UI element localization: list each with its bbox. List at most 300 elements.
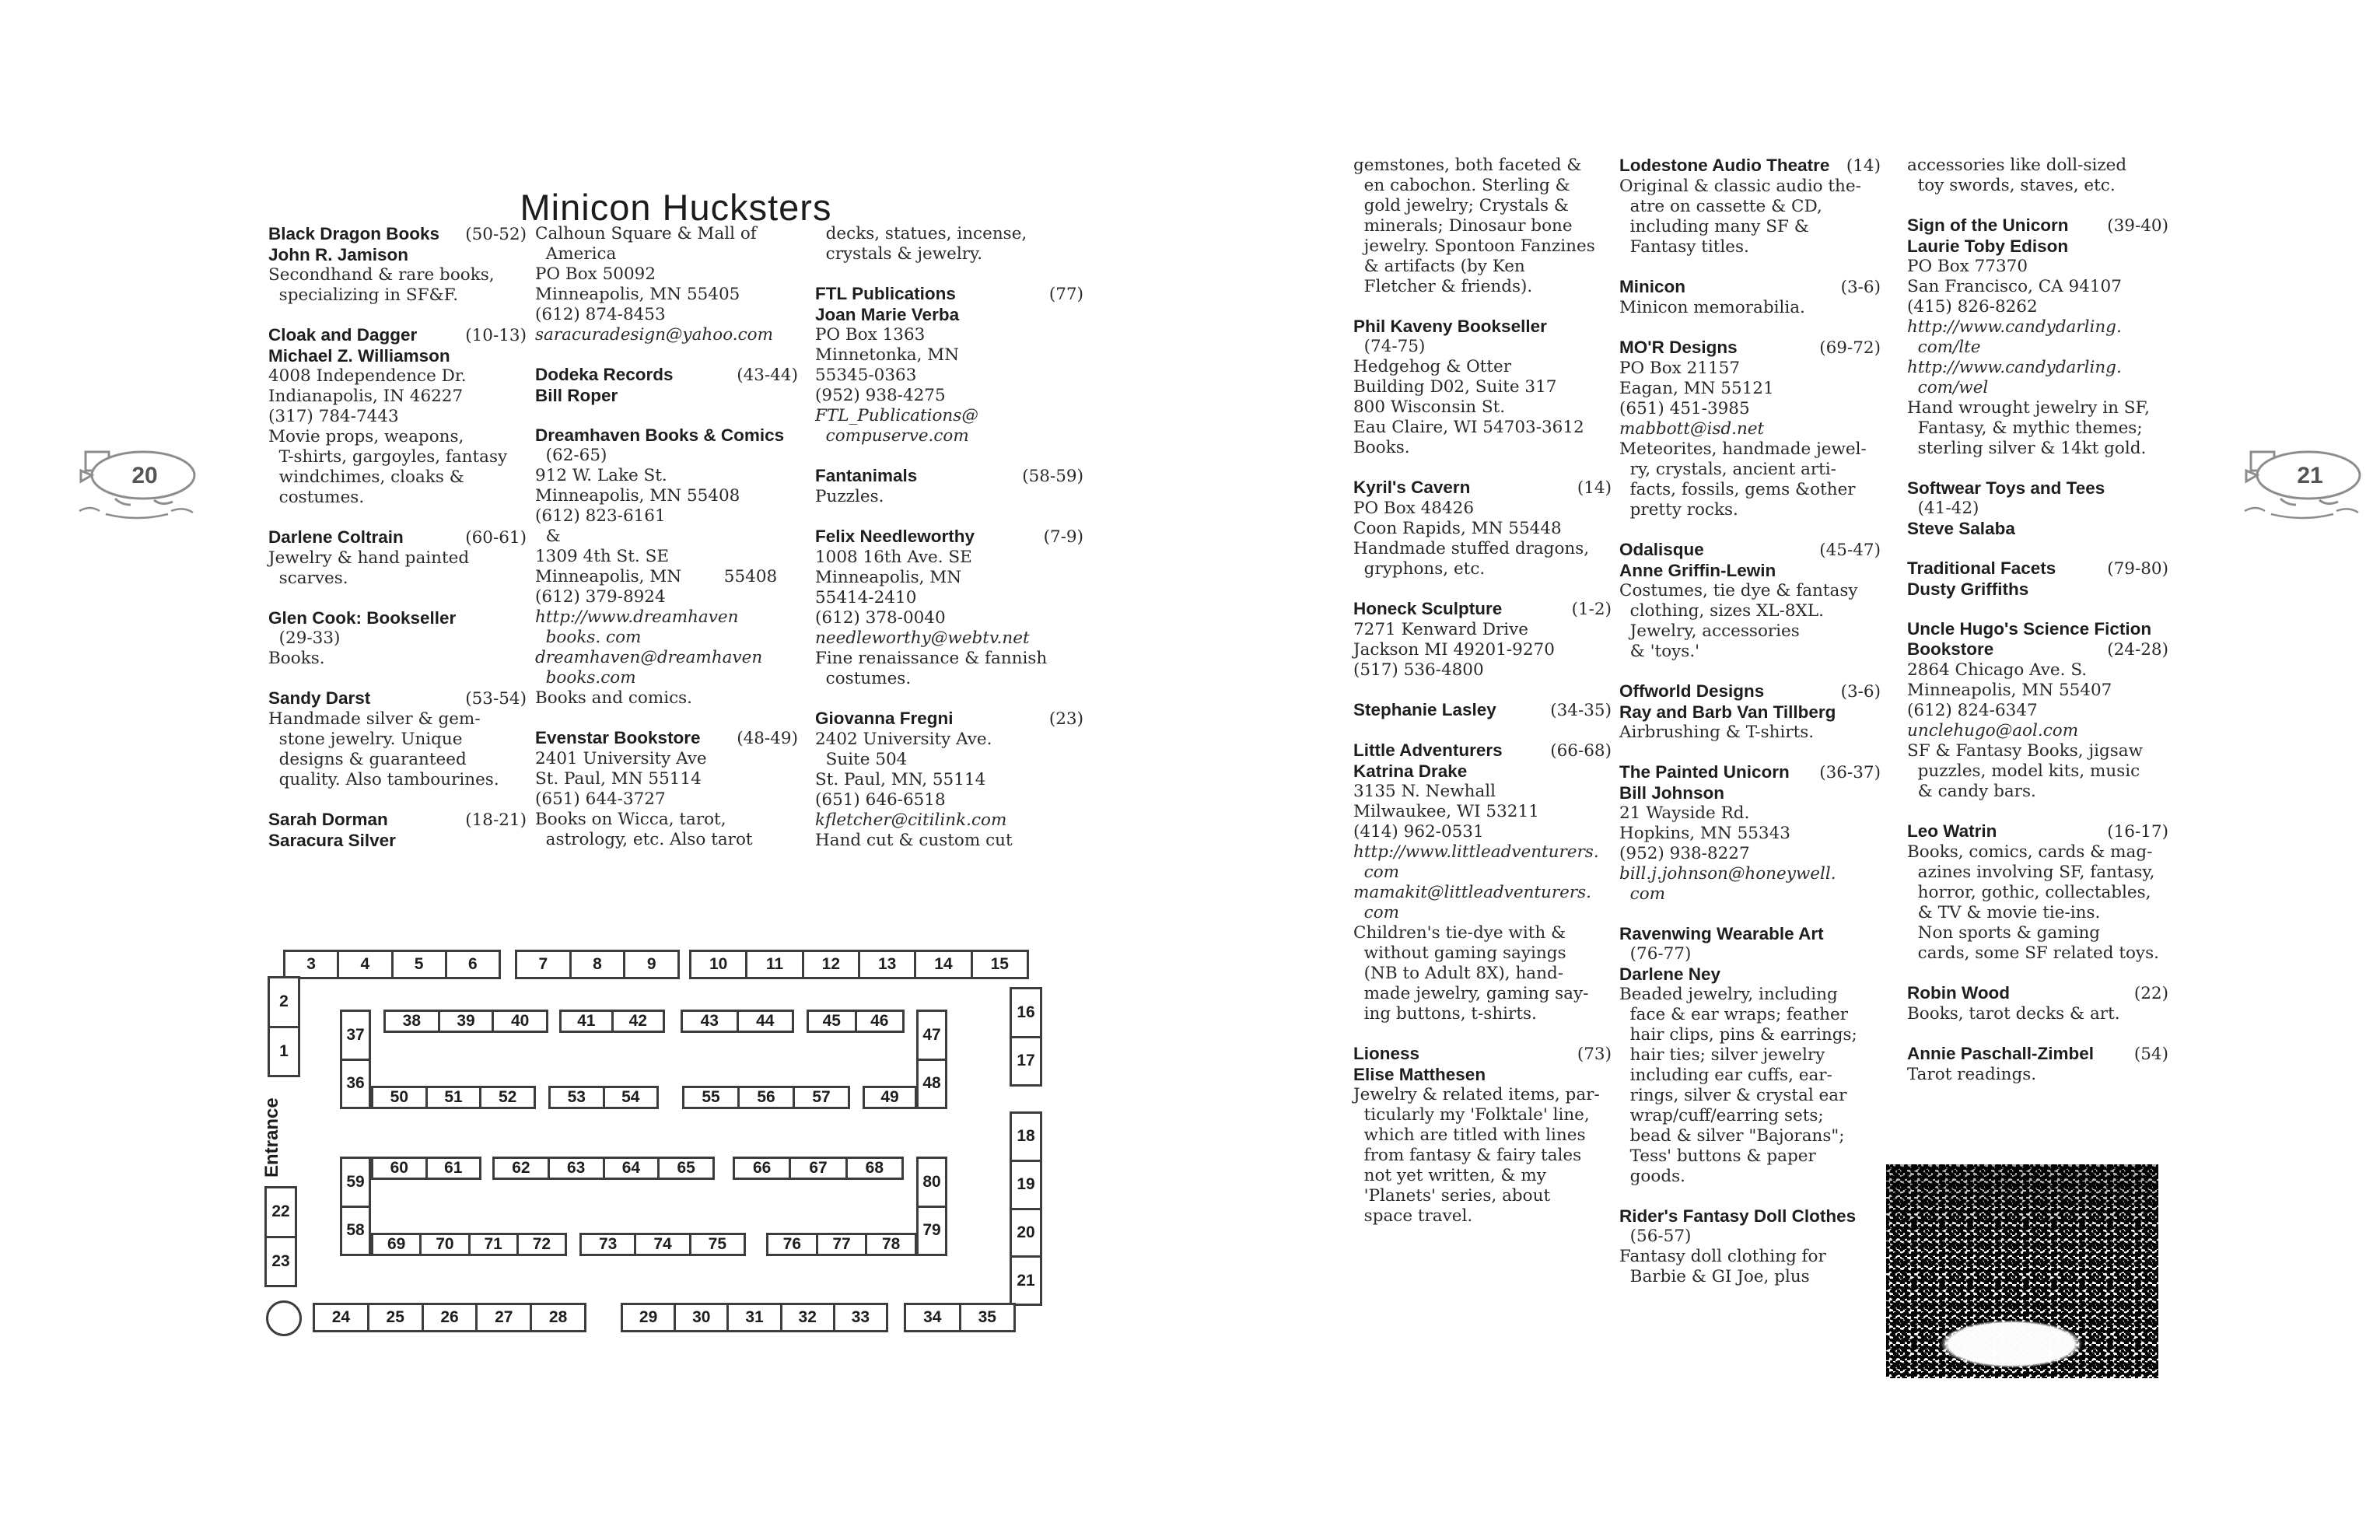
listing-line: gold jewelry; Crystals & xyxy=(1353,196,1569,215)
booth-cell: 80 xyxy=(922,1172,941,1191)
vendor-header xyxy=(1619,681,1881,702)
listing-line: facts, fossils, gems &other xyxy=(1619,480,1856,499)
vendor-header xyxy=(1619,540,1881,561)
booth-cell: 10 xyxy=(709,955,728,973)
listing-line: (NB to Adult 8X), hand- xyxy=(1353,964,1563,983)
booth-number: (1-2) xyxy=(1571,600,1612,619)
listing-line: ing buttons, t-shirts. xyxy=(1353,1004,1537,1024)
booth-cell: 51 xyxy=(425,1088,480,1107)
vendor-name: Glen Cook: Bookseller xyxy=(268,608,457,628)
listing-line: Hopkins, MN 55343 xyxy=(1619,824,1790,843)
listing-line: space travel. xyxy=(1353,1206,1473,1226)
listing-line: goods. xyxy=(1619,1167,1685,1186)
booth-number: (3-6) xyxy=(1840,278,1881,297)
listing-line: Minicon memorabilia. xyxy=(1619,298,1805,317)
listing-line: gemstones, both faceted & xyxy=(1353,156,1582,175)
booth-number: (34-35) xyxy=(1550,701,1612,720)
listing-line: (651) 644-3727 xyxy=(535,789,666,809)
booth-cell: 24 xyxy=(331,1308,351,1326)
booth-cell: 45 xyxy=(822,1012,841,1030)
listing-line: 3135 N. Newhall xyxy=(1353,782,1496,801)
booth-number: (53-54) xyxy=(465,689,527,709)
listing-line: 2864 Chicago Ave. S. xyxy=(1907,660,2088,680)
listing-line: Original & classic audio the- xyxy=(1619,177,1861,196)
listing-line: accessories like doll-sized xyxy=(1907,156,2127,175)
listing-line: Bill Roper xyxy=(535,386,618,405)
booth-cell: 72 xyxy=(516,1235,565,1254)
vendor-header xyxy=(1907,619,2168,639)
listing-line: Airbrushing & T-shirts. xyxy=(1619,723,1815,742)
vendor-entry xyxy=(1353,156,1612,297)
vendor-name: Uncle Hugo's Science Fiction xyxy=(1907,619,2152,639)
listing-line: designs & guaranteed xyxy=(268,750,467,769)
vendor-name: Phil Kaveny Bookseller xyxy=(1353,317,1547,336)
booth-cell: 22 xyxy=(271,1202,290,1221)
booth-number: (77) xyxy=(1048,285,1083,304)
vendor-entry xyxy=(1619,338,1881,520)
listing-line: 912 W. Lake St. xyxy=(535,466,667,485)
listing-column xyxy=(268,224,527,870)
vendor-entry xyxy=(268,608,527,669)
booth-cell: 20 xyxy=(1012,1208,1040,1256)
page-number-left: 20 xyxy=(131,463,158,488)
booth-cell: 7 xyxy=(538,955,548,973)
listing-line: Saracura Silver xyxy=(268,831,396,850)
listing-line: Jackson MI 49201-9270 xyxy=(1353,640,1555,660)
listing-line: Costumes, tie dye & fantasy xyxy=(1619,581,1858,600)
booth-cell: 15 xyxy=(971,952,1027,977)
vendor-entry xyxy=(268,810,527,851)
listing-line: 1008 16th Ave. SE xyxy=(815,548,972,567)
listing-line: Meteorites, handmade jewel- xyxy=(1619,439,1867,459)
booth-cell: 4 xyxy=(337,952,390,977)
listing-line: en cabochon. Sterling & xyxy=(1353,176,1570,195)
listing-line: Books, tarot decks & art. xyxy=(1907,1004,2120,1024)
booth-cell: 49 xyxy=(880,1088,899,1106)
vendor-header xyxy=(1619,762,1881,783)
listing-line: 2402 University Ave. xyxy=(815,730,992,749)
listing-line: compuserve.com xyxy=(815,426,969,446)
listing-line: Dusty Griffiths xyxy=(1907,579,2029,599)
booth-cell: 29 xyxy=(639,1308,658,1326)
booth-cell: 57 xyxy=(793,1088,848,1107)
booth-cell: 63 xyxy=(548,1159,603,1178)
listing-line: specializing in SF&F. xyxy=(268,285,459,305)
vendor-entry xyxy=(1907,558,2168,600)
listing-line: Minneapolis, MN 55408 xyxy=(535,486,740,506)
booth-cell: 5 xyxy=(391,952,445,977)
vendor-header xyxy=(1353,1044,1612,1065)
vendor-header xyxy=(1907,478,2168,499)
listing-line: T-shirts, gargoyles, fantasy xyxy=(268,447,508,467)
vendor-entry xyxy=(1907,478,2168,539)
listing-line: Fantasy, & mythic themes; xyxy=(1907,418,2143,438)
vendor-name: Evenstar Bookstore xyxy=(535,728,701,747)
booth-strip xyxy=(268,976,300,1077)
vendor-header xyxy=(1619,156,1881,177)
booth-number: (39-40) xyxy=(2107,216,2168,236)
booth-cell: 71 xyxy=(468,1235,516,1254)
listing-line: com xyxy=(1353,903,1400,922)
booth-cell: 60 xyxy=(390,1159,408,1177)
vendor-header xyxy=(535,365,798,386)
listing-line: quality. Also tambourines. xyxy=(268,770,499,789)
vendor-entry xyxy=(1619,540,1881,662)
booth-cell: 77 xyxy=(816,1235,866,1254)
booth-number: (69-72) xyxy=(1819,338,1881,358)
booth-number: (73) xyxy=(1577,1045,1612,1064)
listing-line: (415) 826-8262 xyxy=(1907,297,2038,317)
listing-line: face & ear wraps; feather xyxy=(1619,1005,1849,1024)
listing-line: Darlene Ney xyxy=(1619,964,1721,984)
vendor-name: Felix Needleworthy xyxy=(815,527,975,546)
listing-line: & candy bars. xyxy=(1907,782,2036,801)
booth-strip xyxy=(621,1303,888,1332)
listing-line: San Francisco, CA 94107 xyxy=(1907,277,2122,296)
listing-line: atre on cassette & CD, xyxy=(1619,197,1822,216)
booth-number: (50-52) xyxy=(465,225,527,244)
booth-cell: 53 xyxy=(567,1088,586,1106)
listing-line: (317) 784-7443 xyxy=(268,407,399,426)
listing-line: (651) 646-6518 xyxy=(815,790,946,810)
booth-strip xyxy=(682,1086,850,1109)
vendor-entry xyxy=(815,466,1083,507)
listing-column xyxy=(535,224,798,870)
listing-line: Fine renaissance & fannish xyxy=(815,649,1048,668)
booth-cell: 62 xyxy=(512,1159,530,1177)
booth-cell: 3 xyxy=(306,955,316,973)
booth-strip xyxy=(492,1157,715,1180)
listing-line: which are titled with lines xyxy=(1353,1125,1586,1145)
booth-cell: 1 xyxy=(270,1026,298,1076)
entrance-label: Entrance xyxy=(261,1097,282,1178)
booth-number: (7-9) xyxy=(1043,527,1083,547)
vendor-entry xyxy=(1353,1044,1612,1227)
listing-column xyxy=(1907,156,2168,1104)
listing-line: Puzzles. xyxy=(815,487,884,506)
listing-line: puzzles, model kits, music xyxy=(1907,761,2140,781)
listing-line: PO Box 48426 xyxy=(1353,499,1475,518)
booth-number: (10-13) xyxy=(465,326,527,345)
booth-number: (23) xyxy=(1048,709,1083,729)
vendor-name: Traditional Facets xyxy=(1907,558,2056,578)
booth-cell: 18 xyxy=(1017,1127,1035,1146)
booth-cell: 9 xyxy=(623,952,677,977)
listing-line: minerals; Dinosaur bone xyxy=(1353,216,1573,236)
vendor-entry xyxy=(1907,156,2168,196)
booth-strip xyxy=(689,950,1029,979)
listing-line: St. Paul, MN 55114 xyxy=(535,769,702,789)
listing-line: http://www.candydarling. xyxy=(1907,317,2122,337)
listing-line: com/lte xyxy=(1907,338,1981,357)
booth-strip xyxy=(283,950,501,979)
listing-line: http://www.candydarling. xyxy=(1907,358,2122,377)
booth-cell: 31 xyxy=(726,1305,779,1330)
vendor-name: Stephanie Lasley xyxy=(1353,700,1496,719)
listing-line: costumes. xyxy=(268,488,365,507)
listing-line: Minneapolis, MN 55405 xyxy=(535,285,740,304)
vendor-entry xyxy=(1619,762,1881,905)
booth-cell: 73 xyxy=(598,1235,618,1253)
listing-line: Beaded jewelry, including xyxy=(1619,985,1838,1004)
listing-line: decks, statues, incense, xyxy=(815,224,1027,243)
vendor-name: FTL Publications xyxy=(815,284,956,303)
vendor-entry xyxy=(1907,821,2168,964)
listing-line: (612) 379-8924 xyxy=(535,587,666,607)
booth-cell: 23 xyxy=(267,1236,295,1286)
listing-line: 55345-0363 xyxy=(815,366,917,385)
listing-line: bill.j.johnson@honeywell. xyxy=(1619,864,1836,884)
booth-strip xyxy=(559,1010,665,1033)
listing-line: Books. xyxy=(1353,438,1410,457)
booth-cell: 26 xyxy=(422,1305,476,1330)
booth-cell: 68 xyxy=(845,1159,901,1178)
vendor-name: Dodeka Records xyxy=(535,365,674,384)
listing-line: cards, some SF related toys. xyxy=(1907,943,2159,963)
listing-line: Books and comics. xyxy=(535,688,693,708)
listing-line: scarves. xyxy=(268,569,348,588)
page-badge-blimp-right xyxy=(2234,439,2374,525)
booth-number: (16-17) xyxy=(2107,822,2168,842)
booth-cell: 75 xyxy=(689,1235,744,1254)
vendor-name: Dreamhaven Books & Comics xyxy=(535,425,785,445)
listing-line: Hand cut & custom cut xyxy=(815,831,1013,850)
booth-cell: 12 xyxy=(802,952,858,977)
booth-cell: 11 xyxy=(745,952,801,977)
listing-line: Minneapolis, MN xyxy=(815,568,962,587)
listing-line: Milwaukee, WI 53211 xyxy=(1353,802,1539,821)
vendor-name: Ravenwing Wearable Art xyxy=(1619,924,1824,943)
vendor-entry xyxy=(1353,740,1612,1024)
booth-cell: 33 xyxy=(833,1305,886,1330)
vendor-name: Little Adventurers xyxy=(1353,740,1503,760)
listing-line: rings, silver & crystal ear xyxy=(1619,1086,1847,1105)
listing-line: St. Paul, MN, 55114 xyxy=(815,770,986,789)
vendor-entry xyxy=(268,224,527,306)
listing-line: gryphons, etc. xyxy=(1353,559,1486,579)
listing-line: Steve Salaba xyxy=(1907,519,2015,538)
listing-line: (952) 938-8227 xyxy=(1619,844,1750,863)
booth-number: (79-80) xyxy=(2107,559,2168,579)
vendor-name: Sign of the Unicorn xyxy=(1907,215,2069,235)
vendor-header xyxy=(1619,924,1881,944)
listing-line: made jewelry, gaming say- xyxy=(1353,984,1589,1003)
listing-line: Movie props, weapons, xyxy=(268,427,464,446)
booth-cell: 64 xyxy=(603,1159,658,1178)
vendor-header xyxy=(268,688,527,709)
listing-column xyxy=(815,224,1083,870)
vendor-entry xyxy=(1619,681,1881,743)
booth-cell: 76 xyxy=(782,1235,802,1253)
vendor-entry xyxy=(1353,317,1612,458)
listing-line: (612) 874-8453 xyxy=(535,305,666,324)
booth-cell: 78 xyxy=(865,1235,915,1254)
listing-line: PO Box 1363 xyxy=(815,325,926,345)
listing-line: Books, comics, cards & mag- xyxy=(1907,842,2153,862)
booth-cell: 43 xyxy=(700,1012,719,1030)
listing-line: 7271 Kenward Drive xyxy=(1353,620,1528,639)
listing-line: com/wel xyxy=(1907,378,1989,397)
booth-strip xyxy=(766,1233,917,1256)
booth-strip xyxy=(383,1010,548,1033)
vendor-name: Robin Wood xyxy=(1907,983,2011,1003)
booth-strip xyxy=(863,1086,917,1109)
vendor-header xyxy=(1353,599,1612,620)
booth-number: (45-47) xyxy=(1819,541,1881,560)
booth-strip xyxy=(904,1303,1016,1332)
booth-number: (18-21) xyxy=(465,810,527,830)
vendor-header xyxy=(268,325,527,346)
booth-strip xyxy=(264,1186,297,1287)
listing-line: stone jewelry. Unique xyxy=(268,730,463,749)
booth-number: (54) xyxy=(2133,1045,2168,1064)
booth-cell: 59 xyxy=(346,1172,365,1191)
listing-line: John R. Jamison xyxy=(268,245,409,264)
booth-cell: 44 xyxy=(737,1012,793,1031)
vendor-name: MO'R Designs xyxy=(1619,338,1738,357)
listing-line: Suite 504 xyxy=(815,750,908,769)
booth-number: (43-44) xyxy=(737,366,798,385)
listing-line: Jewelry & hand painted xyxy=(268,548,470,568)
listing-line: ticularly my 'Folktale' line, xyxy=(1353,1105,1590,1125)
listing-line: 1309 4th St. SE xyxy=(535,547,670,566)
listing-line: without gaming sayings xyxy=(1353,943,1566,963)
vendor-entry xyxy=(1907,619,2168,802)
booth-strip xyxy=(548,1086,659,1109)
listing-line: Calhoun Square & Mall of xyxy=(535,224,757,243)
booth-cell: 70 xyxy=(419,1235,467,1254)
booth-cell: 38 xyxy=(402,1012,422,1030)
booth-cell: 6 xyxy=(445,952,499,977)
vendor-entry xyxy=(815,284,1083,446)
map-pillar-circle xyxy=(266,1300,302,1336)
listing-line: (517) 536-4800 xyxy=(1353,660,1484,680)
vendor-header xyxy=(1907,558,2168,579)
booth-cell: 32 xyxy=(780,1305,833,1330)
listing-line: (651) 451-3985 xyxy=(1619,399,1750,418)
listing-line: & artifacts (by Ken xyxy=(1353,257,1525,276)
listing-line: astrology, etc. Also tarot xyxy=(535,830,753,849)
listing-line: 2401 University Ave xyxy=(535,749,707,768)
booth-strip xyxy=(1010,1111,1042,1306)
listing-line: including ear cuffs, ear- xyxy=(1619,1066,1832,1085)
listing-line: (41-42) xyxy=(1907,499,1979,518)
vendor-header xyxy=(815,284,1083,305)
booth-cell: 41 xyxy=(577,1012,596,1030)
vendor-header xyxy=(1353,700,1612,721)
listing-line: crystals & jewelry. xyxy=(815,244,983,264)
vendor-name: Fantanimals xyxy=(815,466,918,485)
vendor-header xyxy=(535,728,798,749)
vendor-header xyxy=(268,527,527,548)
vendor-name: Sandy Darst xyxy=(268,688,371,708)
vendor-header xyxy=(268,608,527,628)
vendor-entry xyxy=(1907,983,2168,1024)
booth-cell: 74 xyxy=(634,1235,688,1254)
listing-line: 21 Wayside Rd. xyxy=(1619,803,1750,823)
listing-line: Jewelry & related items, par- xyxy=(1353,1085,1600,1104)
booth-cell: 30 xyxy=(674,1305,726,1330)
booth-strip xyxy=(807,1010,905,1033)
listing-column xyxy=(1353,156,1612,1246)
listing-line: Fantasy doll clothing for xyxy=(1619,1247,1826,1266)
vendor-name: Minicon xyxy=(1619,277,1685,296)
booth-strip xyxy=(371,1086,536,1109)
listing-line: (612) 823-6161 xyxy=(535,506,666,526)
page-badge-blimp-left xyxy=(68,439,208,525)
vendor-entry xyxy=(535,728,798,850)
booth-cell: 28 xyxy=(530,1305,584,1330)
listing-line: (62-65) xyxy=(535,446,607,465)
booth-cell: 2 xyxy=(279,992,289,1011)
listing-line: Jewelry, accessories xyxy=(1619,621,1800,641)
vendor-header xyxy=(1353,478,1612,499)
listing-line: com xyxy=(1619,884,1666,904)
listing-line: Coon Rapids, MN 55448 xyxy=(1353,519,1562,538)
vendor-name: Annie Paschall-Zimbel xyxy=(1907,1044,2095,1063)
listing-line: PO Box 21157 xyxy=(1619,359,1741,378)
listing-line: Bill Johnson xyxy=(1619,783,1724,803)
listing-line: windchimes, cloaks & xyxy=(268,467,464,487)
vendor-entry xyxy=(815,709,1083,851)
booth-cell: 54 xyxy=(603,1088,657,1107)
booth-strip xyxy=(579,1233,746,1256)
listing-line: horror, gothic, collectables, xyxy=(1907,883,2151,902)
listing-line: pretty rocks. xyxy=(1619,500,1738,520)
booth-cell: 48 xyxy=(919,1059,945,1108)
vendor-entry xyxy=(1619,156,1881,257)
listing-line: unclehugo@aol.com xyxy=(1907,721,2079,740)
vendor-name: Cloak and Dagger xyxy=(268,325,418,345)
booth-cell: 37 xyxy=(346,1025,365,1044)
listing-line: Eagan, MN 55121 xyxy=(1619,379,1774,398)
listing-line: Laurie Toby Edison xyxy=(1907,236,2069,256)
listing-line: Indianapolis, IN 46227 xyxy=(268,387,464,406)
vendor-entry xyxy=(815,527,1083,689)
vendor-header xyxy=(1353,740,1612,761)
vendor-header xyxy=(1907,821,2168,842)
vendor-header xyxy=(1907,639,2168,660)
listing-line: Hedgehog & Otter xyxy=(1353,357,1511,376)
vendor-entry xyxy=(1353,599,1612,681)
listing-line: Handmade silver & gem- xyxy=(268,709,481,729)
booth-cell: 55 xyxy=(702,1088,720,1106)
listing-line: bead & silver "Bajorans"; xyxy=(1619,1126,1845,1146)
booth-cell: 66 xyxy=(752,1159,772,1177)
booth-cell: 47 xyxy=(922,1025,941,1044)
booth-strip xyxy=(313,1303,586,1332)
listing-line: PO Box 50092 xyxy=(535,264,656,284)
booth-strip xyxy=(340,1010,371,1109)
listing-line: America xyxy=(535,244,617,264)
listing-line: (612) 378-0040 xyxy=(815,608,946,628)
listing-line: not yet written, & my xyxy=(1353,1166,1546,1185)
page-title: Minicon Hucksters xyxy=(520,187,832,229)
listing-line: saracuradesign@yahoo.com xyxy=(535,325,773,345)
listing-line: Building D02, Suite 317 xyxy=(1353,377,1557,397)
listing-line: Children's tie-dye with & xyxy=(1353,923,1566,943)
vendor-entry xyxy=(535,365,798,406)
listing-line: & TV & movie tie-ins. xyxy=(1907,903,2101,922)
listing-line: dreamhaven@dreamhaven xyxy=(535,648,763,667)
booth-cell: 34 xyxy=(923,1308,942,1326)
listing-line: clothing, sizes XL-8XL. xyxy=(1619,601,1824,621)
vendor-entry xyxy=(535,224,798,345)
booth-cell: 40 xyxy=(492,1012,546,1031)
vendor-name: Lioness xyxy=(1353,1044,1420,1063)
listing-line: 'Planets' series, about xyxy=(1353,1186,1551,1206)
listing-line: 4008 Independence Dr. xyxy=(268,366,467,386)
